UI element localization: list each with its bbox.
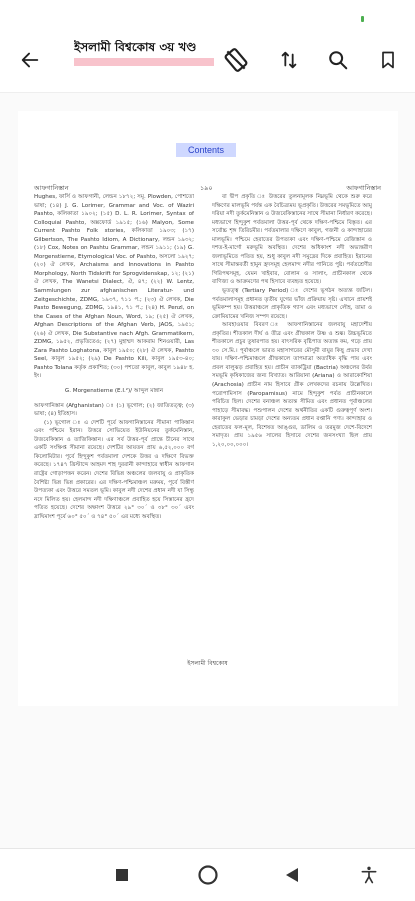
article-heading: আফগানিস্তান (Afghanistan) ঃ (১) ভূগোল; (২) জাতিতত্ত্ব; (৩) ভাষা; (৪) ইতিহাস। — [34, 402, 194, 418]
text-column-right — [212, 193, 372, 653]
app-toolbar — [0, 28, 415, 92]
rotate-lock-button[interactable] — [220, 44, 252, 76]
bookmark-icon — [378, 49, 398, 71]
status-indicator-dot — [361, 16, 364, 22]
home-button[interactable] — [194, 861, 222, 889]
system-back-button[interactable] — [278, 861, 306, 889]
text-column-left — [34, 193, 194, 653]
arrow-left-icon — [19, 49, 41, 71]
page-footer: ইসলামী বিশ্বকোষ — [187, 660, 228, 667]
home-circle-icon — [197, 864, 219, 886]
geography-paragraph: (১) ভূগোল ঃ এ দেশটি পূর্বে আফগানিস্তানের সীমানা পাকিস্তান এবং পশ্চিমে ইরান। উত্তরে সোভিয়েত ইউনিয়নের তুর্কমেনিস্তান, উজবেকিস্তান ও তাজিকিস্তান। এর সর্ব উত্তর-পূর্ব প্রান্তে চীনের সাথে একটি সংক্ষিপ্ত সীমানা রয়েছে। দেশটির আয়তন প্রায় ৬,৫২,০০০ বর্গ কিলোমিটার। পূর্বে হিন্দুকুশ পর্বতমালা দেশকে উত্তর ও দক্ষিণে বিভক্ত করেছে। ১৭৪৭ খ্রিস্টাব্দে আহমদ শাহ দুররানী কান্দাহারে স্বাধীন আফগান রাষ্ট্রের গোড়াপত্তন করেন। দেশের বিভিন্ন অঞ্চলের জলবায়ু ও প্রাকৃতিক বৈশিষ্ট্য ভিন্ন ভিন্ন প্রকারের। এর দক্ষিণ-পশ্চিমাঞ্চল মরুময়, পূর্বে বিস্তীর্ণ উপত্যকা এবং উত্তরে সমতল ভূমি। কাবুল নদী দেশের প্রধান নদী যা সিন্ধু নদে মিলিত হয়। হেলমান্দ নদী দক্ষিণাঞ্চলে প্রবাহিত হয়ে সিস্তানের হ্রদে পতিত হয়েছে। দেশের অক্ষাংশ উত্তরে ২৯° ৩০´ ও ৩৮° ৩০´ এবং দ্রাঘিমাংশ পূর্বে ৬০° ৫০´ ও ৭৪° ৫০´ এর মধ্যে অবস্থিত। — [34, 419, 194, 520]
search-button[interactable] — [322, 44, 354, 76]
sort-button[interactable] — [273, 44, 305, 76]
bibliography-paragraph: Hughes, ফার্সি ও আফগানী, লেন্ডন ১৮৭২; সমূ. Plowden, পোশতো ভাষা; (১৪) J. G. Lorimer, Grammar and Voc. of Waziri Pashto, কলিকাতা ১৯০২; (১৫) D. L. R. Lorimer, Syntax of Colloquial Pashto, অক্সফোর্ড ১৯১৫; (১৬) Malyon, Some Current Pashto Folk stories, কলিকাতা ১৯০৩; (১৭) Gilbertson, The Pashto Idiom, A Dictionary, লন্ডন ১৯৩২; (১৮) Cox, Notes on Pashtu Grammar, লন্ডন ১৯১১; (১৯) G. Morgenstierne, Etymological Voc. of Pashto, অসলো ১৯২৭; (২০) ঐ লেখক, Archaisms and Innovations in Pashto Morphology, North Tidskrift for Sprogvidenskap, ১২; (২১) ঐ লেখক, The Wanetsi Dialect, ঐ, ৪৭; (২২) W. Lentz, Sammlungen zur afghanischen Literatur- und Zeitgeschichte, ZDMG, ১৯৩৭, ৭১১ প.; (২৩) ঐ লেখক, Die Pasto Bewegung, ZDMG, ১৯৪১, ৭১ প.; (২৪) H. Penzl, on the Cases of the Afghan Noun, Word, ১৯; (২৫) ঐ লেখক, Afghan Descriptions of the Afghan Verb, JAOS, ১৯৫১; (২৬) ঐ লেখক, Die Substantive nach Afgh. Grammatikern, ZDMG, ১৯৫২, প্রভৃতিতেও; (২৭) মুহাম্মদ আকরাম শিনওয়ারী, Las Zara Pashto Loghatona, কাবুল ১৯৫০; (২৮) ঐ লেখক, Pashto Seel, কাবুল ১৯৫২; (২৯) De Pashto Kili, কাবুল ১৯৫৩-৪০; Pashto Tolana কর্তৃক প্রকাশিত; (৩০) পশতো কাবুল, কাবুল ১৯৪৮ হ. ইং। — [34, 194, 194, 380]
geology-paragraph: ভূতত্ত্ব (Tertiary Period) ঃ দেশের ভূগঠন অত্যন্ত জটিল। পর্বতমালাসমূহ প্রধানত তৃতীয় যুগের ভাঁজ প্রক্রিয়ায় সৃষ্ট। এখানে প্রায়শই ভূমিকম্প হয়। উত্তরাঞ্চলে প্রাকৃতিক গ্যাস এবং মধ্যভাগে লৌহ, তামা ও ক্রোমিয়ামের খনিজ সম্পদ রয়েছে। — [212, 288, 372, 320]
search-icon — [327, 49, 349, 71]
page-header-left: আফগানিস্তান — [34, 184, 69, 192]
title-highlight — [74, 58, 214, 66]
accessibility-icon — [359, 865, 379, 885]
author-credit: G. Morgenstierne (E.I.²)/ আব্দুল মান্নান — [64, 388, 164, 395]
document-title-text: ইসলামী বিশ্বকোষ ৩য় খণ্ড — [74, 40, 197, 54]
bookmark-button[interactable] — [372, 44, 404, 76]
triangle-back-icon — [285, 867, 299, 883]
accessibility-button[interactable] — [355, 861, 383, 889]
screen-rotation-lock-icon — [223, 47, 249, 73]
contents-button[interactable]: Contents — [176, 143, 236, 157]
swap-vertical-icon — [278, 49, 300, 71]
square-icon — [115, 868, 129, 882]
document-title — [74, 40, 214, 78]
climate-paragraph: আবহাওয়ার বিবরণ ঃ আফগানিস্তানের জলবায়ু মহাদেশীয় প্রকৃতির। শীতকাল দীর্ঘ ও তীব্র এবং গ্রীষ্মকাল উষ্ণ ও শুষ্ক। উচ্চভূমিতে শীতকালে প্রচুর তুষারপাত হয়। বাৎসরিক বৃষ্টিপাত অত্যন্ত কম, গড়ে প্রায় ৩০ সে.মি.। পূর্বাঞ্চলে ভারত মহাসাগরের মৌসুমী বায়ুর কিছু প্রভাব দেখা যায়। দক্ষিণ-পশ্চিমাঞ্চলে গ্রীষ্মকালে তাপমাত্রা অত্যধিক বৃদ্ধি পায় এবং প্রবল বালুঝড় প্রবাহিত হয়। প্রাচীন ব্যাকট্রিয়া (Bactria) অঞ্চলের উর্বর সমভূমি কৃষিকাজের জন্য বিখ্যাত। আরিয়ানা (Ariana) ও আরাকোশিয়া (Arachosia) প্রাচীন নাম হিসাবে গ্রীক লেখকদের রচনায় উল্লেখিত। পরোপামিসাস (Paropamisus) নামে হিন্দুকুশ পর্বত প্রাচীনকালে পরিচিত ছিল। দেশের বনাঞ্চল অত্যন্ত সীমিত এবং প্রধানত পূর্বাঞ্চলের পাহাড়ে সীমাবদ্ধ। পশুপালন দেশের অর্থনীতির একটি গুরুত্বপূর্ণ অংশ। কারাকুল ভেড়ার চামড়া দেশের অন্যতম প্রধান রপ্তানি পণ্য। কান্দাহার ও হেরাতের ফল-মূল, বিশেষত আঙ্গুর, ডালিম ও তরমুজ দেশে-বিদেশে সমাদৃত। প্রায় ১৯৫৬ সালের হিসাবে দেশের জনসংখ্যা ছিল প্রায় ১,২০,০০,০০০। — [212, 322, 372, 448]
back-button[interactable] — [14, 44, 46, 76]
recent-apps-button[interactable] — [108, 861, 136, 889]
page-header-right: আফগানিস্তান — [346, 184, 381, 192]
page-number: ১৯০ — [200, 184, 213, 192]
system-navigation-bar — [0, 848, 415, 901]
landform-paragraph: বা দ্বীপ প্রকৃতি ঃ উত্তরের তুলনামূলক নিম্নভূমি থেকে শুরু করে দক্ষিণের মালভূমি পর্যন্ত এক বৈচিত্র্যময় ভূপ্রকৃতি। উত্তরের সমভূমিতে আমু দরিয়া নদী তুর্কমেনিস্তান ও উজবেকিস্তানের সাথে সীমানা নির্ধারণ করেছে। মধ্যভাগে হিন্দুকুশ পর্বতমালা উত্তর-পূর্ব থেকে দক্ষিণ-পশ্চিমে বিস্তৃত। এর সর্বোচ্চ শৃঙ্গ তিরিচমীর। পর্বতমালার দক্ষিণে কাবুল, গজনী ও কান্দাহারের মালভূমি। পশ্চিমে হেরাতের উপত্যকা এবং দক্ষিণ-পশ্চিমে রেজিস্তান ও দশত-ই-মার্গো মরুভূমি অবস্থিত। দেশের অধিকাংশ নদী অভ্যন্তরীণ জলাভূমিতে পতিত হয়, শুধু কাবুল নদী সমুদ্রের দিকে প্রবাহিত। ইরানের সাথে সীমান্তবর্তী হামুন হ্রদসমূহ হেলমান্দ নদীর পানিতে পুষ্ট। পর্বতশ্রেণীর গিরিপথসমূহ, যেমন খাইবার, বোলান ও সালাং, প্রাচীনকাল থেকে বাণিজ্য ও আক্রমণের পথ হিসাবে ব্যবহৃত হয়েছে। — [212, 194, 372, 286]
